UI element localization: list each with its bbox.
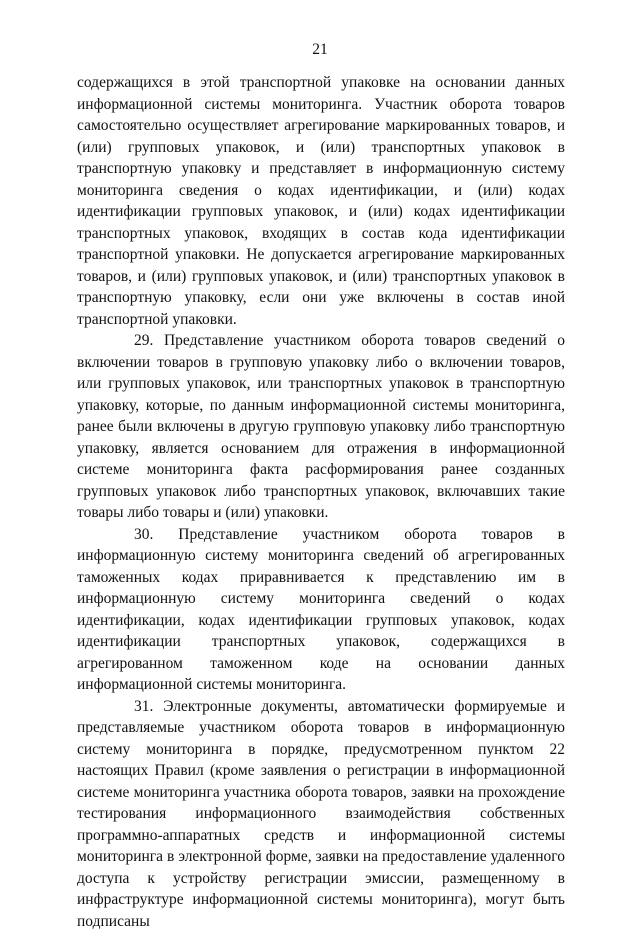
- paragraph-30: 30. Представление участником оборота товаров в информационную систему мониторинга сведений об агрегированных таможенных кодах приравнивается к представлению им в информационную систему мониторинга сведений о кодах идентификации, кодах идентификации групповых упаковок, кодах идентификации транспортных упаковок, содержащихся в агрегированном таможенном коде на основании данных информационной системы мониторинга.: [77, 524, 565, 696]
- paragraph-31: 31. Электронные документы, автоматически формируемые и представляемые участником оборота товаров в информационную систему мониторинга в порядке, предусмотренном пунктом 22 настоящих Правил (кроме заявления о регистрации в информационной системе мониторинга участника оборота товаров, заявки на прохождение тестирования информационного взаимодействия собственных программно-аппаратных средств и информационной системы мониторинга в электронной форме, заявки на предоставление удаленного доступа к устройству регистрации эмиссии, размещенному в инфраструктуре информационной системы мониторинга), могут быть подписаны: [77, 696, 565, 932]
- paragraph-continued: содержащихся в этой транспортной упаковке на основании данных информационной системы мониторинга. Участник оборота товаров самостоятельно осуществляет агрегирование маркированных товаров, и (или) групповых упаковок, и (или) транспортных упаковок в транспортную упаковку и представляет в информационную систему мониторинга сведения о кодах идентификации, и (или) кодах идентификации групповых упаковок, и (или) кодах идентификации транспортных упаковок, входящих в состав кода идентификации транспортной упаковки. Не допускается агрегирование маркированных товаров, и (или) групповых упаковок, и (или) транспортных упаковок в транспортную упаковку, если они уже включены в состав иной транспортной упаковки.: [77, 72, 565, 330]
- page-number: 21: [0, 40, 640, 60]
- body-text: [77, 72, 565, 932]
- paragraph-29: 29. Представление участником оборота товаров сведений о включении товаров в групповую упаковку либо о включении товаров, или групповых упаковок, или транспортных упаковок в транспортную упаковку, которые, по данным информационной системы мониторинга, ранее были включены в другую групповую упаковку либо транспортную упаковку, является основанием для отражения в информационной системе мониторинга факта расформирования ранее созданных групповых упаковок либо транспортных упаковок, включавших такие товары либо товары и (или) упаковки.: [77, 330, 565, 524]
